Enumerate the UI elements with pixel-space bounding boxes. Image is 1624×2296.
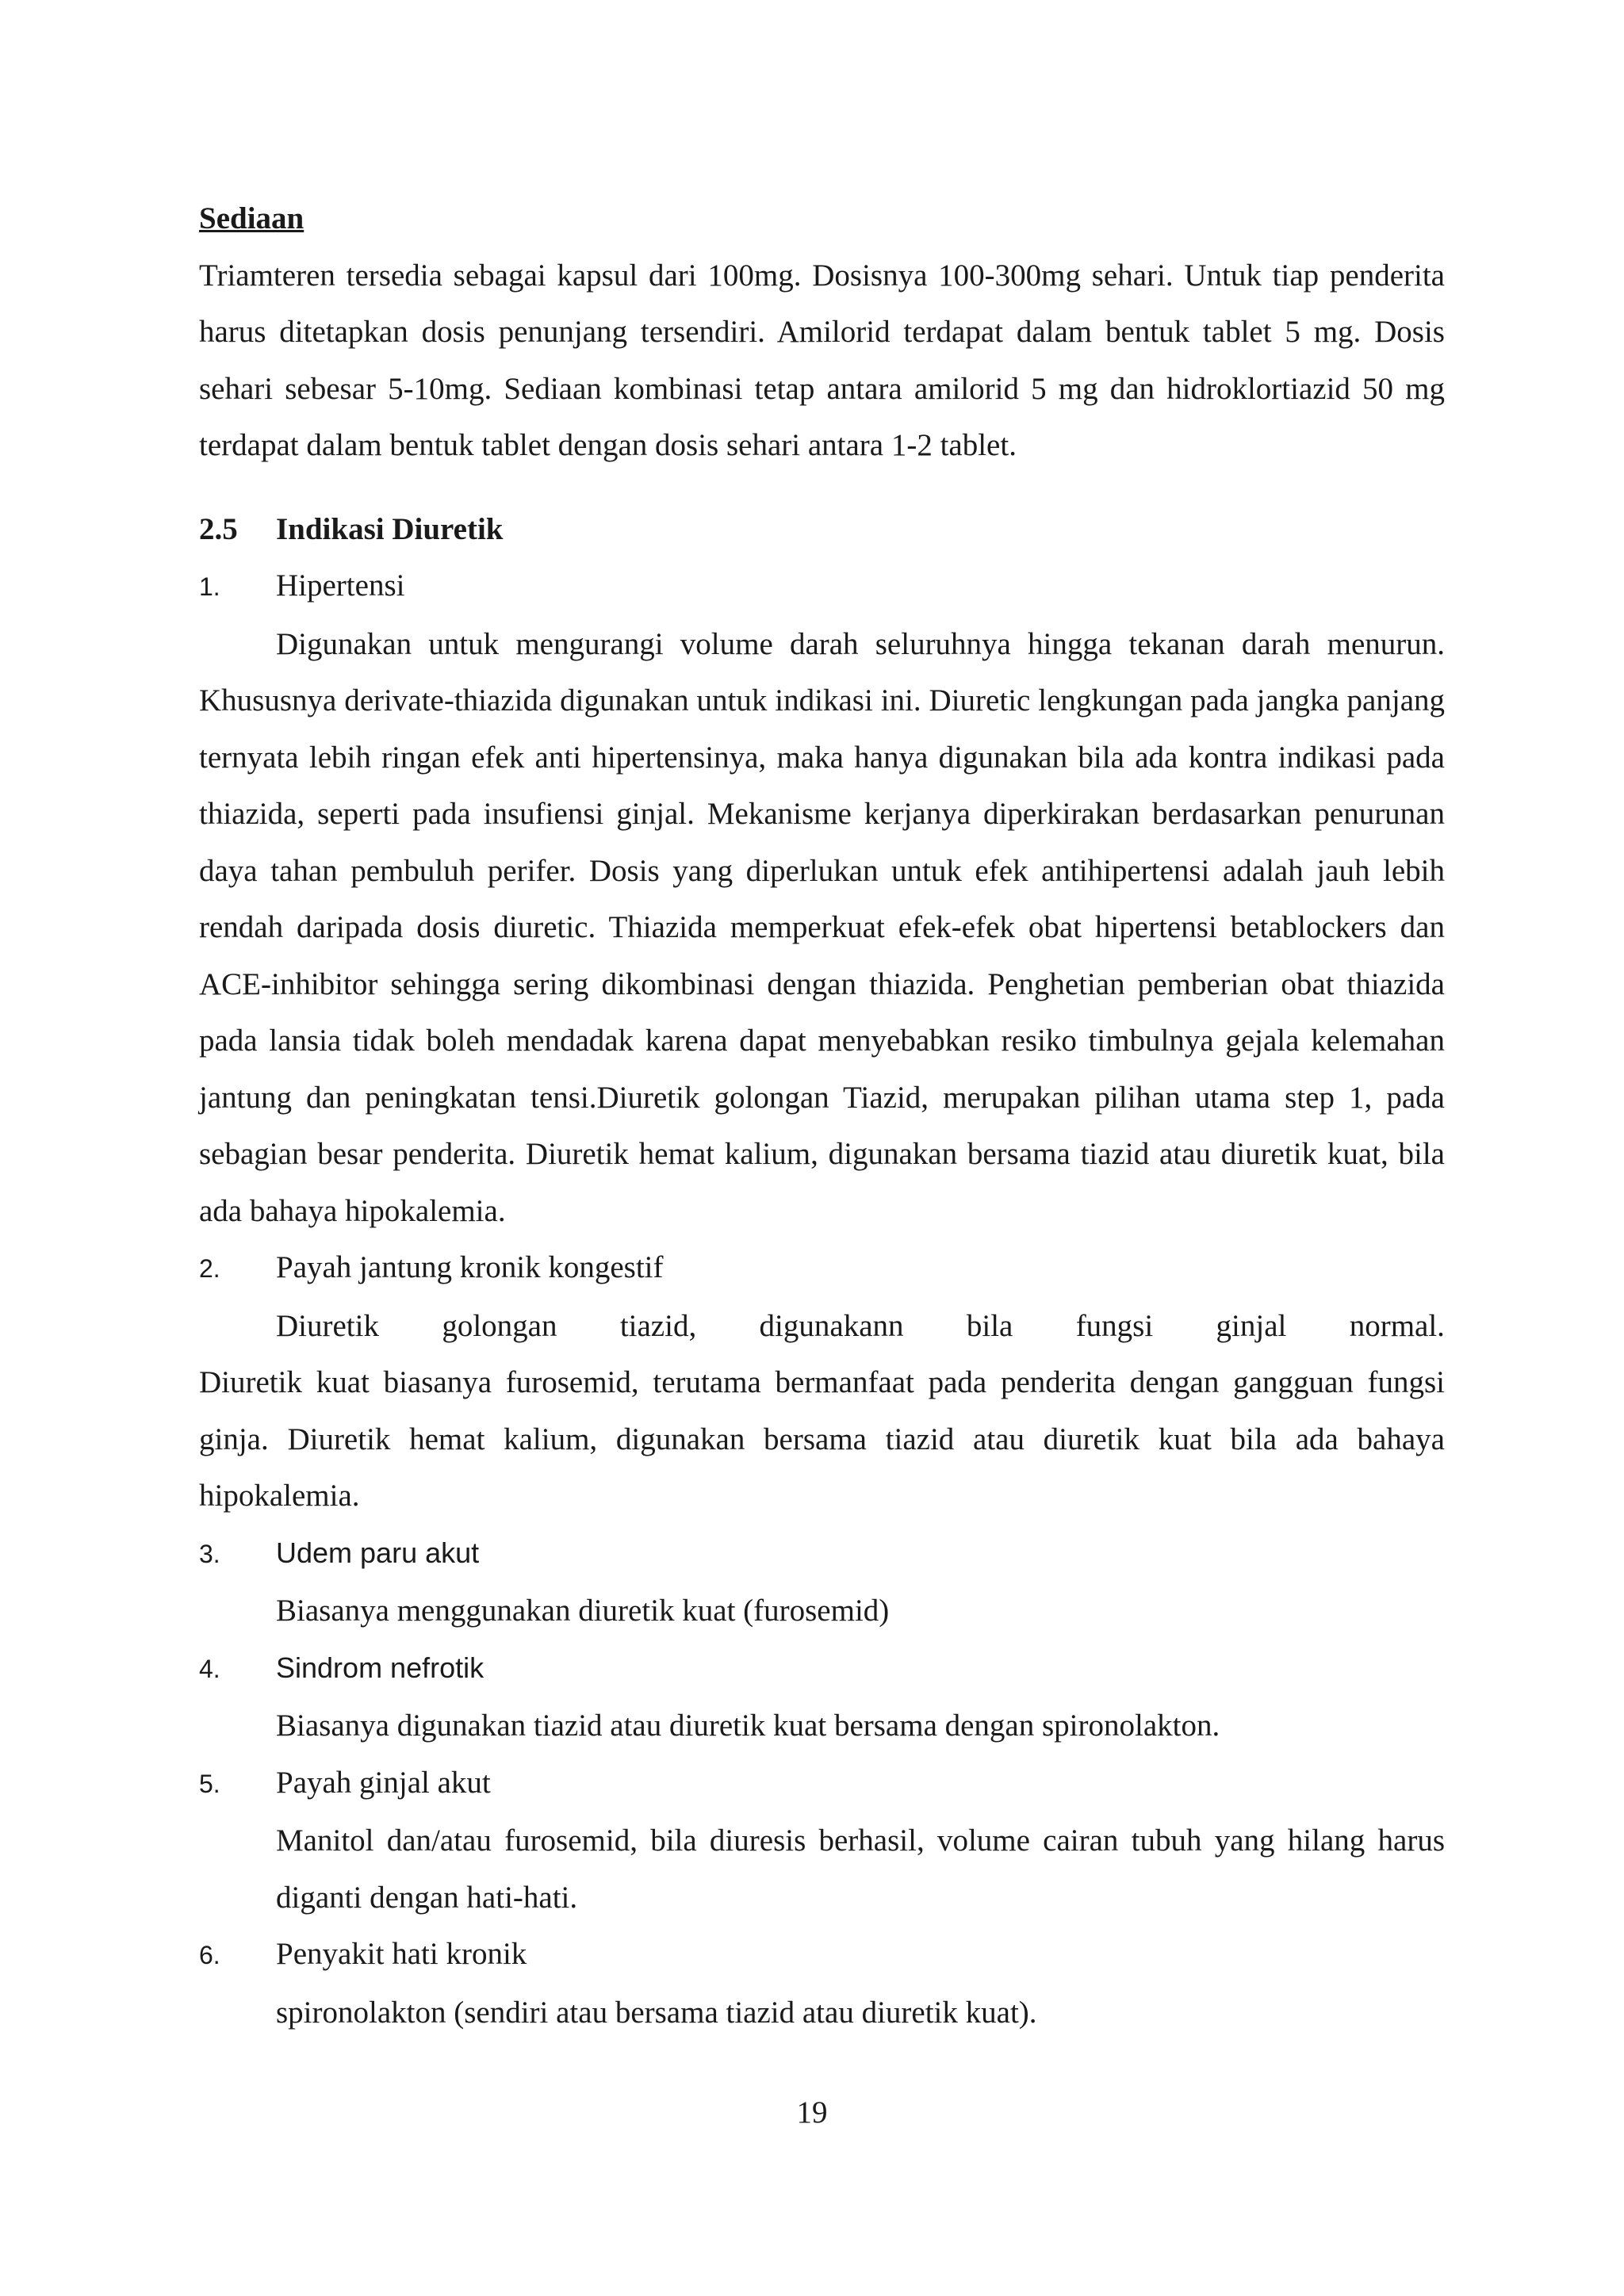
list-item-payah-jantung bbox=[199, 1239, 1445, 1298]
word: bila bbox=[966, 1308, 1013, 1343]
list-item-payah-ginjal bbox=[199, 1755, 1445, 1813]
list-item-title: Payah jantung kronik kongestif bbox=[276, 1250, 664, 1284]
penyakit-hati-paragraph: spironolakton (sendiri atau bersama tiazid atau diuretik kuat). bbox=[276, 1995, 1037, 2030]
page-number: 19 bbox=[796, 2095, 828, 2130]
list-item-title: Sindrom nefrotik bbox=[276, 1651, 485, 1684]
list-item-penyakit-hati bbox=[199, 1926, 1445, 1984]
list-item-udem-paru bbox=[199, 1525, 1445, 1583]
list-item-hipertensi bbox=[199, 557, 1445, 616]
list-item-title: Hipertensi bbox=[276, 568, 405, 603]
list-item-number: 2. bbox=[199, 1254, 220, 1283]
list-item-number: 6. bbox=[199, 1941, 220, 1969]
payah-jantung-first-line bbox=[276, 1298, 1445, 1355]
word: fungsi bbox=[1075, 1308, 1154, 1343]
list-item-sindrom-nefrotik bbox=[199, 1640, 1445, 1698]
list-item-number: 4. bbox=[199, 1654, 220, 1683]
document-page bbox=[199, 190, 1445, 2041]
word: normal. bbox=[1349, 1308, 1445, 1343]
list-item-title: Penyakit hati kronik bbox=[276, 1937, 527, 1971]
word: Diuretik bbox=[276, 1308, 379, 1343]
word: digunakann bbox=[759, 1308, 904, 1343]
word: tiazid, bbox=[619, 1308, 697, 1343]
word: ginjal bbox=[1216, 1308, 1287, 1343]
section-heading bbox=[199, 501, 1445, 558]
word: golongan bbox=[442, 1308, 557, 1343]
list-item-number: 3. bbox=[199, 1539, 220, 1568]
list-item-number: 5. bbox=[199, 1769, 220, 1798]
list-item-title: Udem paru akut bbox=[276, 1536, 480, 1569]
list-item-title: Payah ginjal akut bbox=[276, 1765, 491, 1800]
payah-ginjal-paragraph: Manitol dan/atau furosemid, bila diuresis berhasil, volume cairan tubuh yang hilang harus diganti dengan hati-hati. bbox=[276, 1823, 1445, 1915]
sindrom-nefrotik-paragraph: Biasanya digunakan tiazid atau diuretik kuat bersama dengan spironolakton. bbox=[276, 1709, 1220, 1743]
sediaan-heading: Sediaan bbox=[199, 201, 304, 235]
list-item-number: 1. bbox=[199, 572, 220, 601]
section-number: 2.5 bbox=[199, 511, 238, 546]
sediaan-paragraph: Triamteren tersedia sebagai kapsul dari 100mg. Dosisnya 100-300mg sehari. Untuk tiap penderita harus ditetapkan dosis penunjang tersendiri. Amilorid terdapat dalam bentuk tablet 5 mg. Dosis sehari sebesar 5-10mg. Sediaan kombinasi tetap antara amilorid 5 mg dan hidroklortiazid 50 mg terdapat dalam bentuk tablet dengan dosis sehari antara 1-2 tablet. bbox=[199, 258, 1445, 462]
hipertensi-paragraph: Digunakan untuk mengurangi volume darah seluruhnya hingga tekanan darah menurun. Khususnya derivate-thiazida digunakan untuk indikasi ini. Diuretic lengkungan pada jangka panjang ternyata lebih ringan efek anti hipertensinya, maka hanya digunakan bila ada kontra indikasi pada thiazida, seperti pada insufiensi ginjal. Mekanisme kerjanya diperkirakan berdasarkan penurunan daya tahan pembuluh perifer. Dosis yang diperlukan untuk efek antihipertensi adalah jauh lebih rendah daripada dosis diuretic. Thiazida memperkuat efek-efek obat hipertensi betablockers dan ACE-inhibitor sehingga sering dikombinasi dengan thiazida. Penghetian pemberian obat thiazida pada lansia tidak boleh mendadak karena dapat menyebabkan resiko timbulnya gejala kelemahan jantung dan peningkatan tensi.Diuretik golongan Tiazid, merupakan pilihan utama step 1, pada sebagian besar penderita. Diuretik hemat kalium, digunakan bersama tiazid atau diuretik kuat, bila ada bahaya hipokalemia. bbox=[199, 626, 1445, 1228]
section-title: Indikasi Diuretik bbox=[276, 511, 504, 546]
payah-jantung-paragraph: Diuretik kuat biasanya furosemid, terutama bermanfaat pada penderita dengan gangguan fungsi ginja. Diuretik hemat kalium, digunakan bersama tiazid atau diuretik kuat bila ada bahaya hipokalemia. bbox=[199, 1365, 1445, 1513]
udem-paru-paragraph: Biasanya menggunakan diuretik kuat (furosemid) bbox=[276, 1594, 890, 1628]
